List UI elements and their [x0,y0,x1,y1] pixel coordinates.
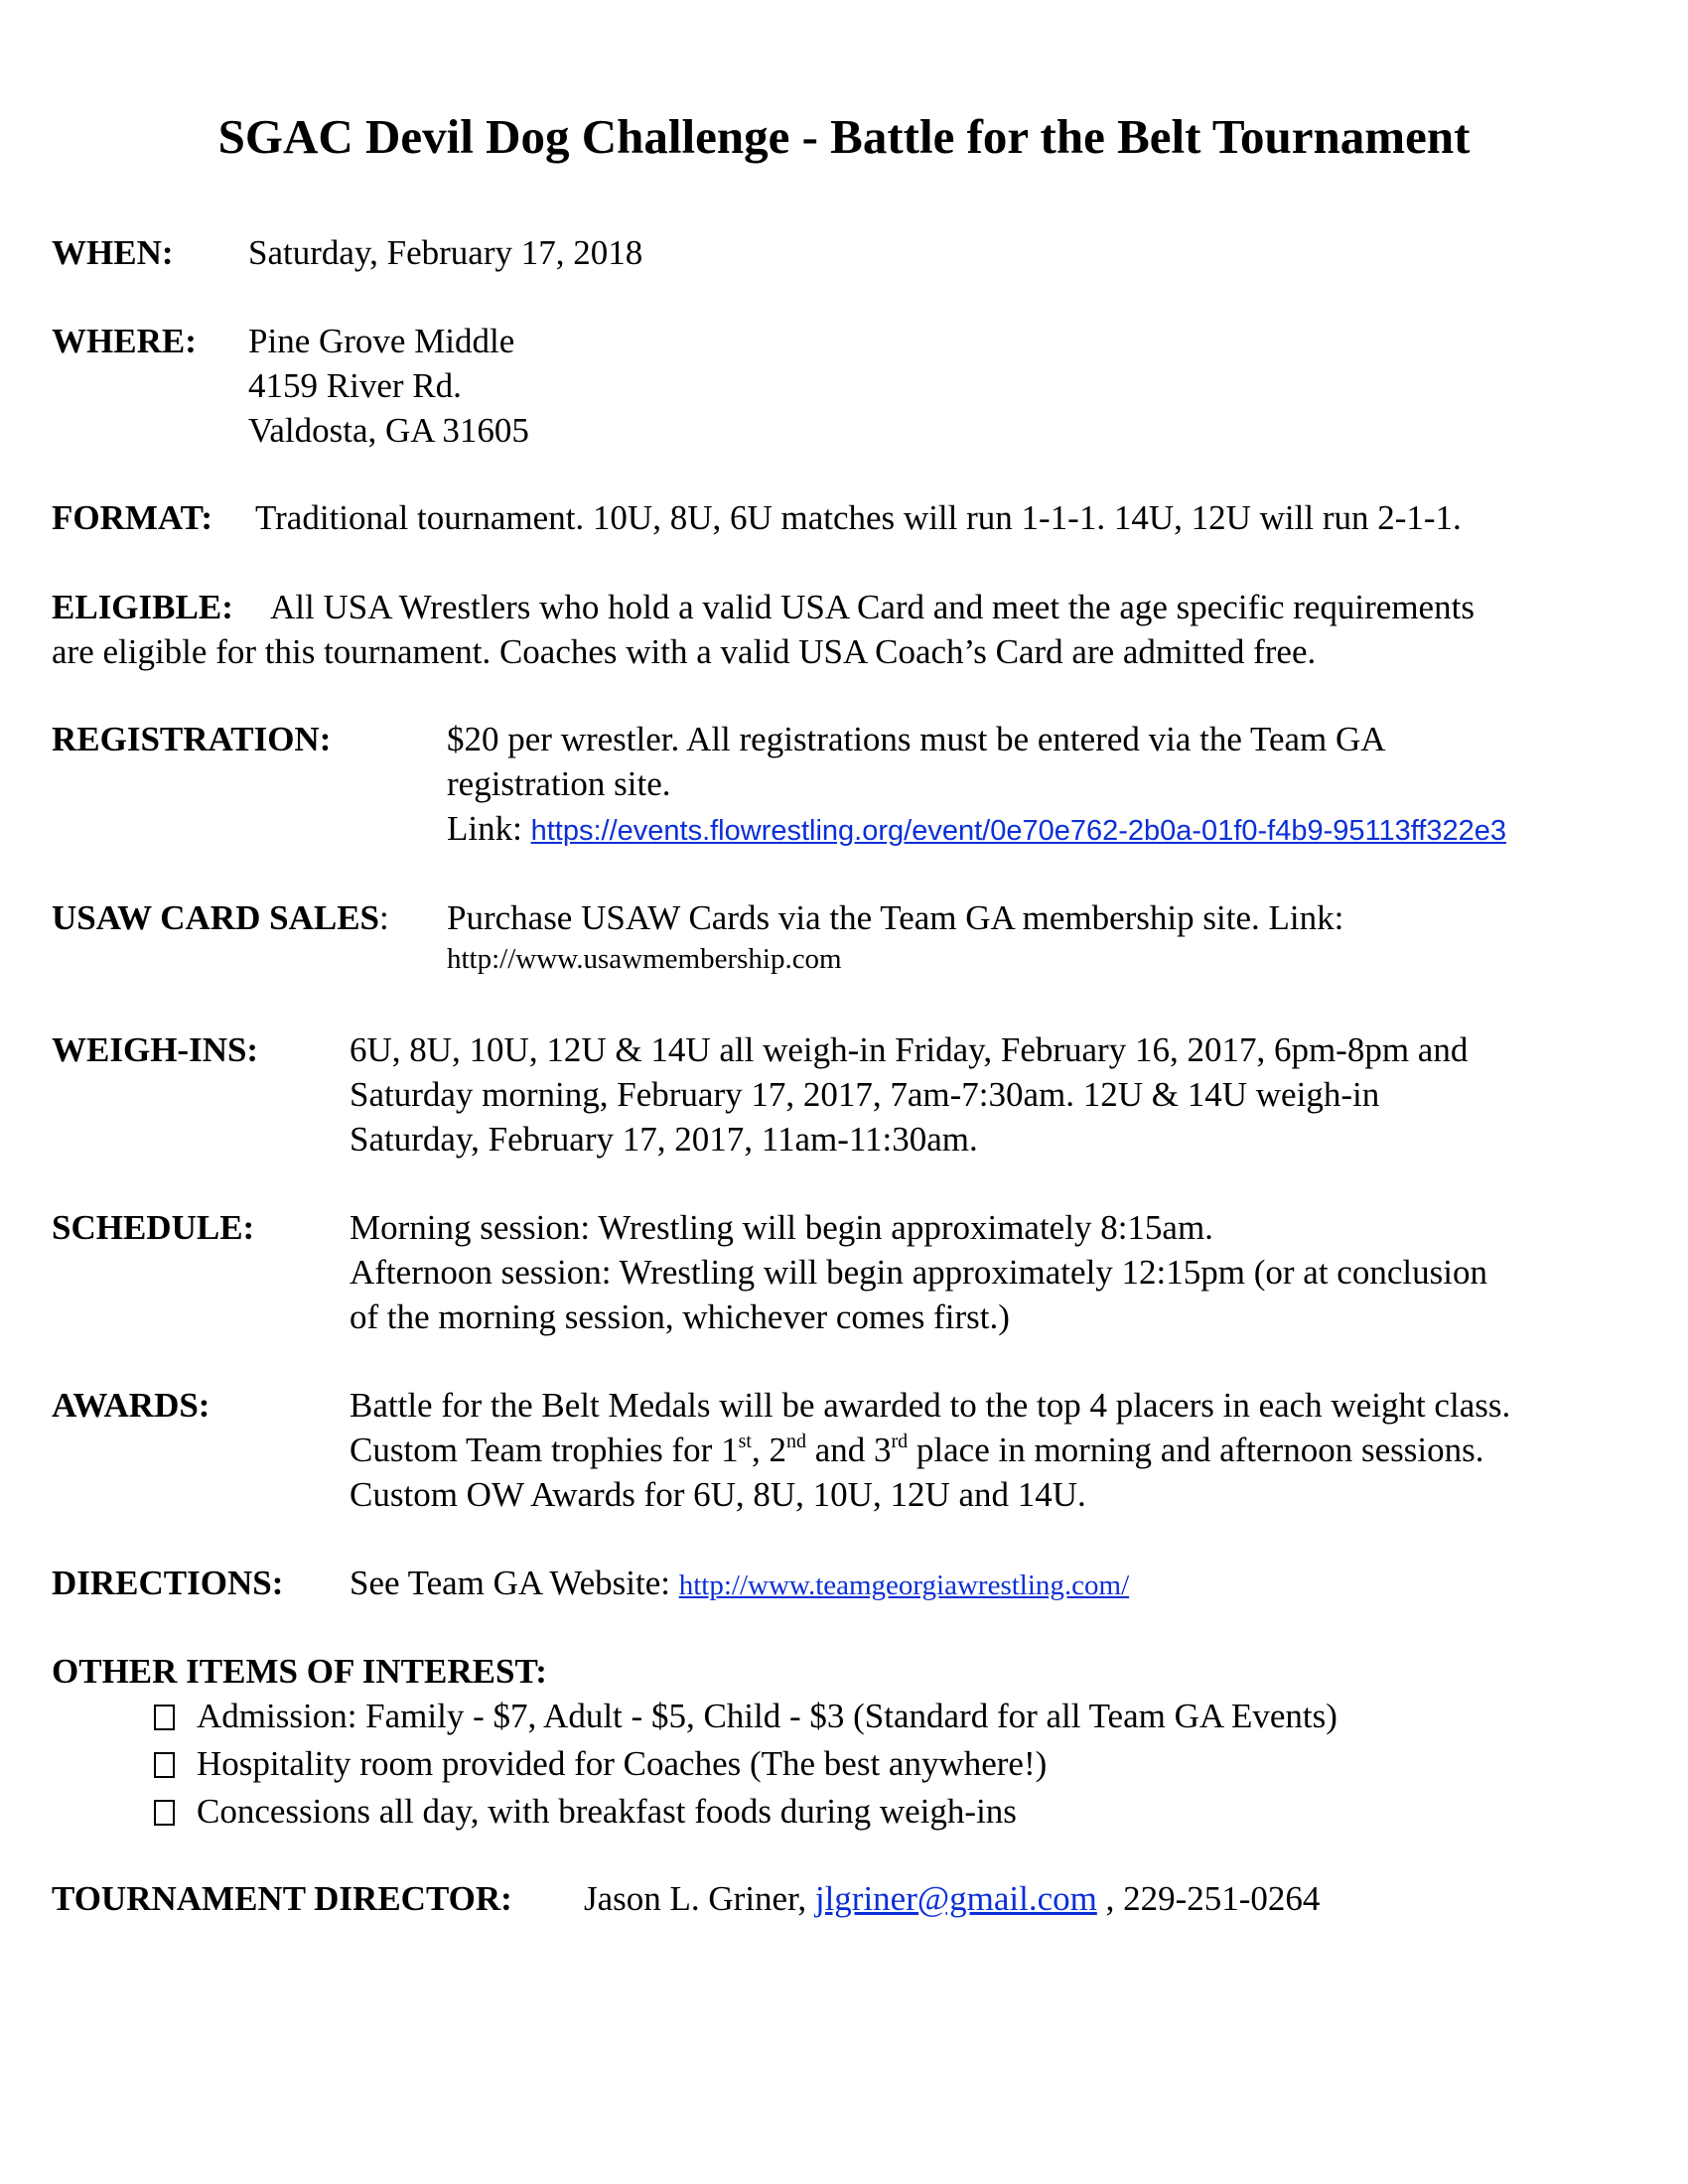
registration-label: REGISTRATION: [52,720,332,758]
card-sales-line1: Purchase USAW Cards via the Team GA membership site. Link: [447,898,1344,937]
registration-details [447,717,1648,854]
awards-line2-text: and 3 [805,1431,892,1469]
card-sales-details [447,895,1648,978]
directions-text [350,1561,1648,1608]
card-sales-section [52,895,1648,985]
other-items-list [154,1694,1337,1837]
awards-sup: st [738,1431,752,1452]
schedule-details [350,1205,1648,1339]
weigh-ins-line: Saturday, February 17, 2017, 11am-11:30am. [350,1120,978,1159]
schedule-label: SCHEDULE: [52,1208,255,1247]
where-label: WHERE: [52,322,197,360]
other-label: OTHER ITEMS OF INTEREST: [52,1652,547,1691]
registration-link-row [447,806,1648,854]
director-label: TOURNAMENT DIRECTOR: [52,1879,512,1918]
weigh-ins-details [350,1027,1648,1161]
format-text: Traditional tournament. 10U, 8U, 6U matches will run 1-1-1. 14U, 12U will run 2-1-1. [255,498,1462,537]
format-label: FORMAT: [52,498,212,537]
format-section [52,495,1648,540]
checkbox-bullet-icon [154,1705,175,1730]
eligible-section [52,585,1648,674]
weigh-ins-line: Saturday morning, February 17, 2017, 7am-7:30am. 12U & 14U weigh-in [350,1075,1380,1114]
eligible-line2: are eligible for this tournament. Coaches with a valid USA Coach’s Card are admitted free. [52,632,1317,671]
registration-link-label: Link: [447,809,522,848]
awards-label: AWARDS: [52,1386,211,1425]
awards-line2-text: place in morning and afternoon sessions. [908,1431,1484,1469]
weigh-ins-label: WEIGH-INS: [52,1030,259,1069]
where-section [52,319,1648,453]
card-sales-label-text: USAW CARD SALES [52,898,380,937]
card-sales-colon: : [379,898,389,937]
director-contact [584,1876,1648,1921]
awards-line3: Custom OW Awards for 6U, 8U, 10U, 12U and 14U. [350,1475,1086,1514]
schedule-line: of the morning session, whichever comes first.) [350,1297,1010,1336]
director-email-link[interactable]: jlgriner@gmail.com [814,1879,1097,1918]
directions-label: DIRECTIONS: [52,1564,284,1602]
where-street: 4159 River Rd. [248,366,462,405]
card-sales-label [52,895,389,940]
directions-section [52,1561,1648,1605]
awards-line2-text: Custom Team trophies for 1 [350,1431,739,1469]
directions-link[interactable]: http://www.teamgeorgiawrestling.com/ [678,1570,1130,1601]
schedule-line: Morning session: Wrestling will begin approximately 8:15am. [350,1208,1213,1247]
director-phone: , 229-251-0264 [1096,1879,1321,1918]
awards-line2 [350,1428,1648,1472]
registration-section [52,717,1648,856]
when-value: Saturday, February 17, 2018 [248,233,643,272]
checkbox-bullet-icon [154,1752,175,1778]
where-city: Valdosta, GA 31605 [248,411,529,450]
checkbox-bullet-icon [154,1800,175,1826]
awards-details [350,1383,1648,1517]
eligible-label: ELIGIBLE: [52,588,233,626]
registration-link[interactable]: https://events.flowrestling.org/event/0e70e762-2b0a-01f0-f4b9-95113ff322e3 [530,815,1506,847]
weigh-ins-line: 6U, 8U, 10U, 12U & 14U all weigh-in Friday, February 16, 2017, 6pm-8pm and [350,1030,1469,1069]
when-label: WHEN: [52,233,174,272]
list-item-text: Concessions all day, with breakfast foods during weigh-ins [197,1792,1017,1831]
where-venue: Pine Grove Middle [248,322,515,360]
when-section [52,230,1648,275]
list-item-text: Hospitality room provided for Coaches (The best anywhere!) [197,1744,1048,1783]
list-item [154,1741,1337,1789]
director-section [52,1876,1648,1921]
list-item-text: Admission: Family - $7, Adult - $5, Child - $3 (Standard for all Team GA Events) [197,1697,1337,1735]
registration-line2: registration site. [447,764,671,803]
directions-prefix: See Team GA Website: [350,1564,679,1602]
registration-line1: $20 per wrestler. All registrations must be entered via the Team GA [447,720,1386,758]
where-address [248,319,1648,453]
awards-section [52,1383,1648,1517]
schedule-section [52,1205,1648,1339]
page-title: SGAC Devil Dog Challenge - Battle for the Belt Tournament [217,109,1471,164]
awards-sup: nd [785,1431,806,1452]
eligible-line1: All USA Wrestlers who hold a valid USA Card and meet the age specific requirements [270,588,1475,626]
awards-sup: rd [891,1431,909,1452]
schedule-line: Afternoon session: Wrestling will begin approximately 12:15pm (or at conclusion [350,1253,1487,1292]
list-item [154,1789,1337,1837]
director-name: Jason L. Griner, [584,1879,815,1918]
awards-line1: Battle for the Belt Medals will be awarded to the top 4 placers in each weight class. [350,1386,1511,1425]
awards-line2-text: , 2 [751,1431,786,1469]
card-sales-url: http://www.usawmembership.com [447,943,842,975]
list-item [154,1694,1337,1741]
weigh-ins-section [52,1027,1648,1161]
other-section [52,1649,1648,1694]
